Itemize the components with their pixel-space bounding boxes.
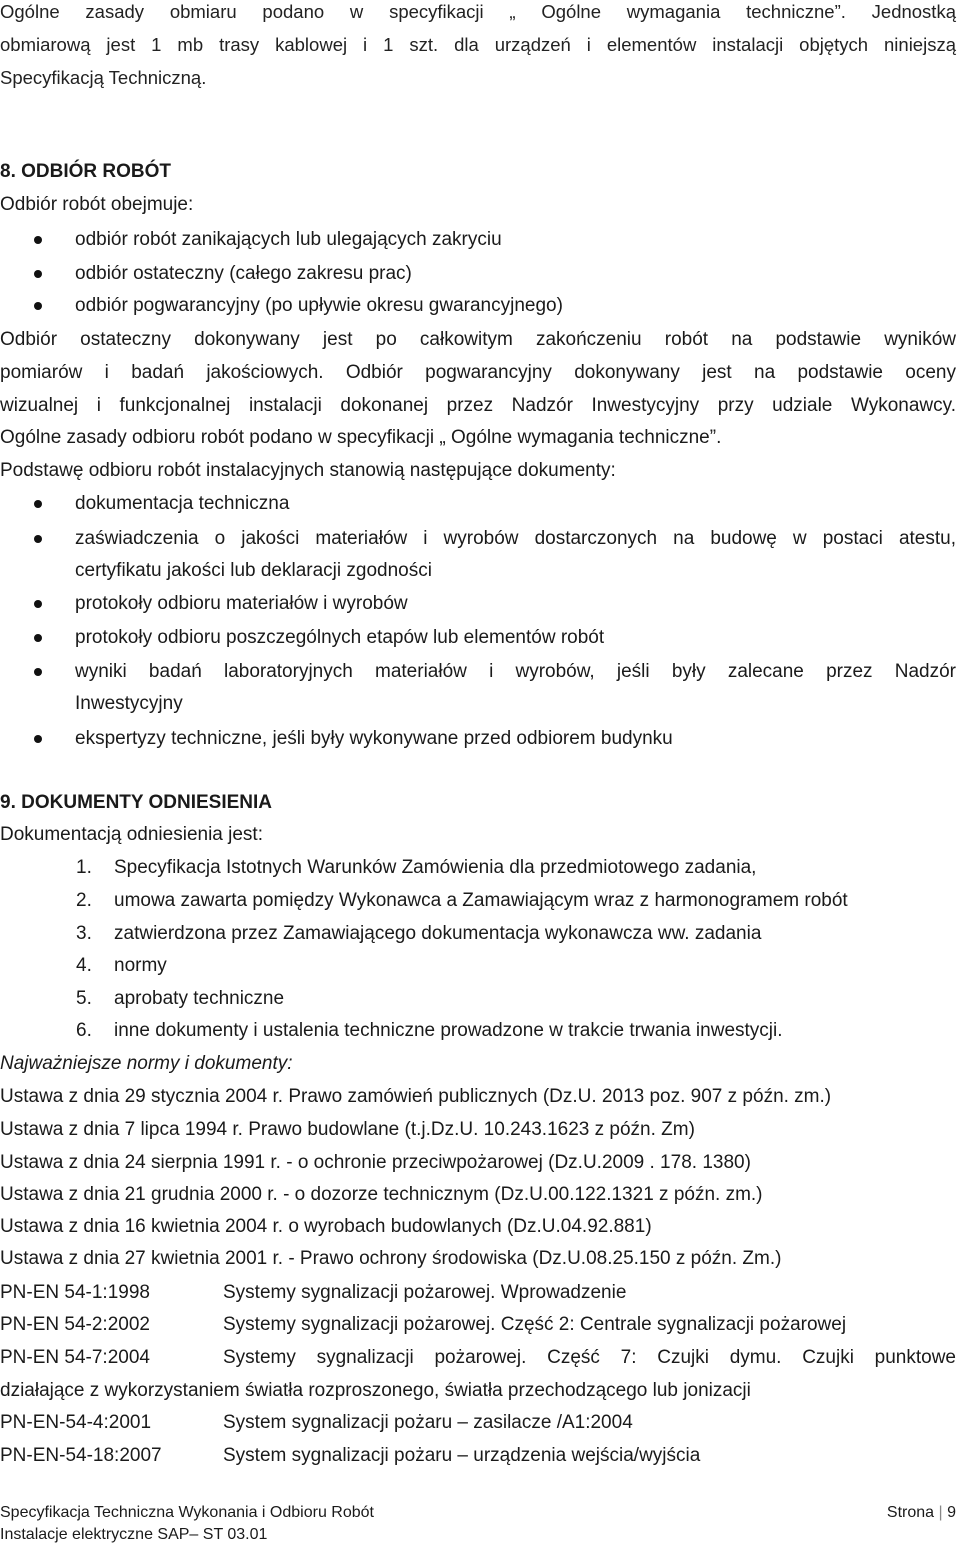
footer-title: Specyfikacja Techniczna Wykonania i Odbioru Robót bbox=[0, 1504, 374, 1521]
list-item-continuation: Inwestycyjny bbox=[75, 693, 183, 714]
paragraph-line: Odbiór ostateczny dokonywany jest po całkowitym zakończeniu robót na podstawie wyników bbox=[0, 329, 956, 350]
numbered-item: aprobaty techniczne bbox=[114, 988, 285, 1009]
item-number: 4. bbox=[76, 955, 92, 976]
list-item: wyniki badań laboratoryjnych materiałów i wyrobów, jeśli były zalecane przez Nadzór bbox=[75, 661, 956, 682]
intro-line-3: Specyfikacją Techniczną. bbox=[0, 67, 207, 88]
bullet-icon bbox=[34, 236, 42, 244]
intro-line-2: obmiarową jest 1 mb trasy kablowej i 1 szt. dla urządzeń i elementów instalacji objętych niniejszą bbox=[0, 34, 956, 55]
list-item: odbiór pogwarancyjny (po upływie okresu gwarancyjnego) bbox=[75, 295, 563, 316]
page-number: 9 bbox=[947, 1504, 956, 1521]
bullet-icon bbox=[34, 735, 42, 743]
bullet-icon bbox=[34, 500, 42, 508]
norms-heading: Najważniejsze normy i dokumenty: bbox=[0, 1053, 293, 1074]
section-8-heading: 8. ODBIÓR ROBÓT bbox=[0, 161, 172, 182]
list-item-continuation: certyfikatu jakości lub deklaracji zgodności bbox=[75, 560, 432, 581]
list-item: odbiór robót zanikających lub ulegających zakryciu bbox=[75, 229, 502, 250]
documents-lead: Podstawę odbioru robót instalacyjnych stanowią następujące dokumenty: bbox=[0, 460, 616, 481]
page-label: Strona bbox=[886, 1504, 935, 1521]
section-9-heading: 9. DOKUMENTY ODNIESIENIA bbox=[0, 792, 273, 813]
numbered-item: normy bbox=[114, 955, 167, 976]
standard-title: Systemy sygnalizacji pożarowej. Wprowadzenie bbox=[223, 1282, 627, 1303]
standard-code: PN-EN 54-7:2004 bbox=[0, 1347, 150, 1368]
bullet-icon bbox=[34, 302, 42, 310]
standard-title-continuation: działające z wykorzystaniem światła rozproszonego, światła przechodzącego lub jonizacji bbox=[0, 1380, 751, 1401]
standard-title: Systemy sygnalizacji pożarowej. Część 2: Centrale sygnalizacji pożarowej bbox=[223, 1314, 847, 1335]
page-indicator bbox=[887, 1503, 956, 1523]
bullet-icon bbox=[34, 270, 42, 278]
list-item: dokumentacja techniczna bbox=[75, 493, 290, 514]
standard-title: System sygnalizacji pożaru – zasilacze /A1:2004 bbox=[223, 1412, 633, 1433]
list-item: odbiór ostateczny (całego zakresu prac) bbox=[75, 263, 412, 284]
item-number: 6. bbox=[76, 1020, 92, 1041]
standard-title: Systemy sygnalizacji pożarowej. Część 7: Czujki dymu. Czujki punktowe bbox=[223, 1347, 956, 1368]
law-entry: Ustawa z dnia 24 sierpnia 1991 r. - o ochronie przeciwpożarowej (Dz.U.2009 . 178. 1380) bbox=[0, 1152, 751, 1173]
bullet-icon bbox=[34, 600, 42, 608]
numbered-item: umowa zawarta pomiędzy Wykonawca a Zamawiającym wraz z harmonogramem robót bbox=[114, 890, 848, 911]
item-number: 3. bbox=[76, 923, 92, 944]
standard-code: PN-EN 54-1:1998 bbox=[0, 1282, 150, 1303]
law-entry: Ustawa z dnia 29 stycznia 2004 r. Prawo zamówień publicznych (Dz.U. 2013 poz. 907 z późn. zm.) bbox=[0, 1086, 832, 1107]
bullet-icon bbox=[34, 668, 42, 676]
item-number: 1. bbox=[76, 857, 92, 878]
paragraph-line: Ogólne zasady odbioru robót podano w specyfikacji „ Ogólne wymagania techniczne”. bbox=[0, 427, 722, 448]
standard-code: PN-EN 54-2:2002 bbox=[0, 1314, 150, 1335]
page-separator: | bbox=[938, 1504, 943, 1521]
paragraph-line: wizualnej i funkcjonalnej instalacji dokonanej przez Nadzór Inwestycyjny przy udziale Wykonawcy. bbox=[0, 395, 956, 416]
list-item: protokoły odbioru materiałów i wyrobów bbox=[75, 593, 408, 614]
list-item: protokoły odbioru poszczególnych etapów lub elementów robót bbox=[75, 627, 605, 648]
item-number: 2. bbox=[76, 890, 92, 911]
bullet-icon bbox=[34, 535, 42, 543]
list-item: zaświadczenia o jakości materiałów i wyrobów dostarczonych na budowę w postaci atestu, bbox=[75, 528, 956, 549]
paragraph-line: pomiarów i badań jakościowych. Odbiór pogwarancyjny dokonywany jest na podstawie oceny bbox=[0, 362, 956, 383]
numbered-item: Specyfikacja Istotnych Warunków Zamówienia dla przedmiotowego zadania, bbox=[114, 857, 757, 878]
intro-line-1: Ogólne zasady obmiaru podano w specyfikacji „ Ogólne wymagania techniczne”. Jednostką bbox=[0, 1, 956, 22]
numbered-item: zatwierdzona przez Zamawiającego dokumentacja wykonawcza ww. zadania bbox=[114, 923, 762, 944]
standard-title: System sygnalizacji pożaru – urządzenia wejścia/wyjścia bbox=[223, 1445, 701, 1466]
section-9-lead: Dokumentacją odniesienia jest: bbox=[0, 824, 263, 845]
bullet-icon bbox=[34, 634, 42, 642]
standard-code: PN-EN-54-18:2007 bbox=[0, 1445, 162, 1466]
list-item: ekspertyzy techniczne, jeśli były wykonywane przed odbiorem budynku bbox=[75, 728, 673, 749]
item-number: 5. bbox=[76, 988, 92, 1009]
footer-subtitle: Instalacje elektryczne SAP– ST 03.01 bbox=[0, 1526, 268, 1543]
law-entry: Ustawa z dnia 16 kwietnia 2004 r. o wyrobach budowlanych (Dz.U.04.92.881) bbox=[0, 1216, 652, 1237]
standard-code: PN-EN-54-4:2001 bbox=[0, 1412, 152, 1433]
law-entry: Ustawa z dnia 21 grudnia 2000 r. - o dozorze technicznym (Dz.U.00.122.1321 z późn. zm.) bbox=[0, 1184, 763, 1205]
section-8-lead: Odbiór robót obejmuje: bbox=[0, 194, 194, 215]
law-entry: Ustawa z dnia 27 kwietnia 2001 r. - Prawo ochrony środowiska (Dz.U.08.25.150 z późn. Zm.) bbox=[0, 1248, 782, 1269]
numbered-item: inne dokumenty i ustalenia techniczne prowadzone w trakcie trwania inwestycji. bbox=[114, 1020, 783, 1041]
law-entry: Ustawa z dnia 7 lipca 1994 r. Prawo budowlane (t.j.Dz.U. 10.243.1623 z późn. Zm) bbox=[0, 1119, 695, 1140]
